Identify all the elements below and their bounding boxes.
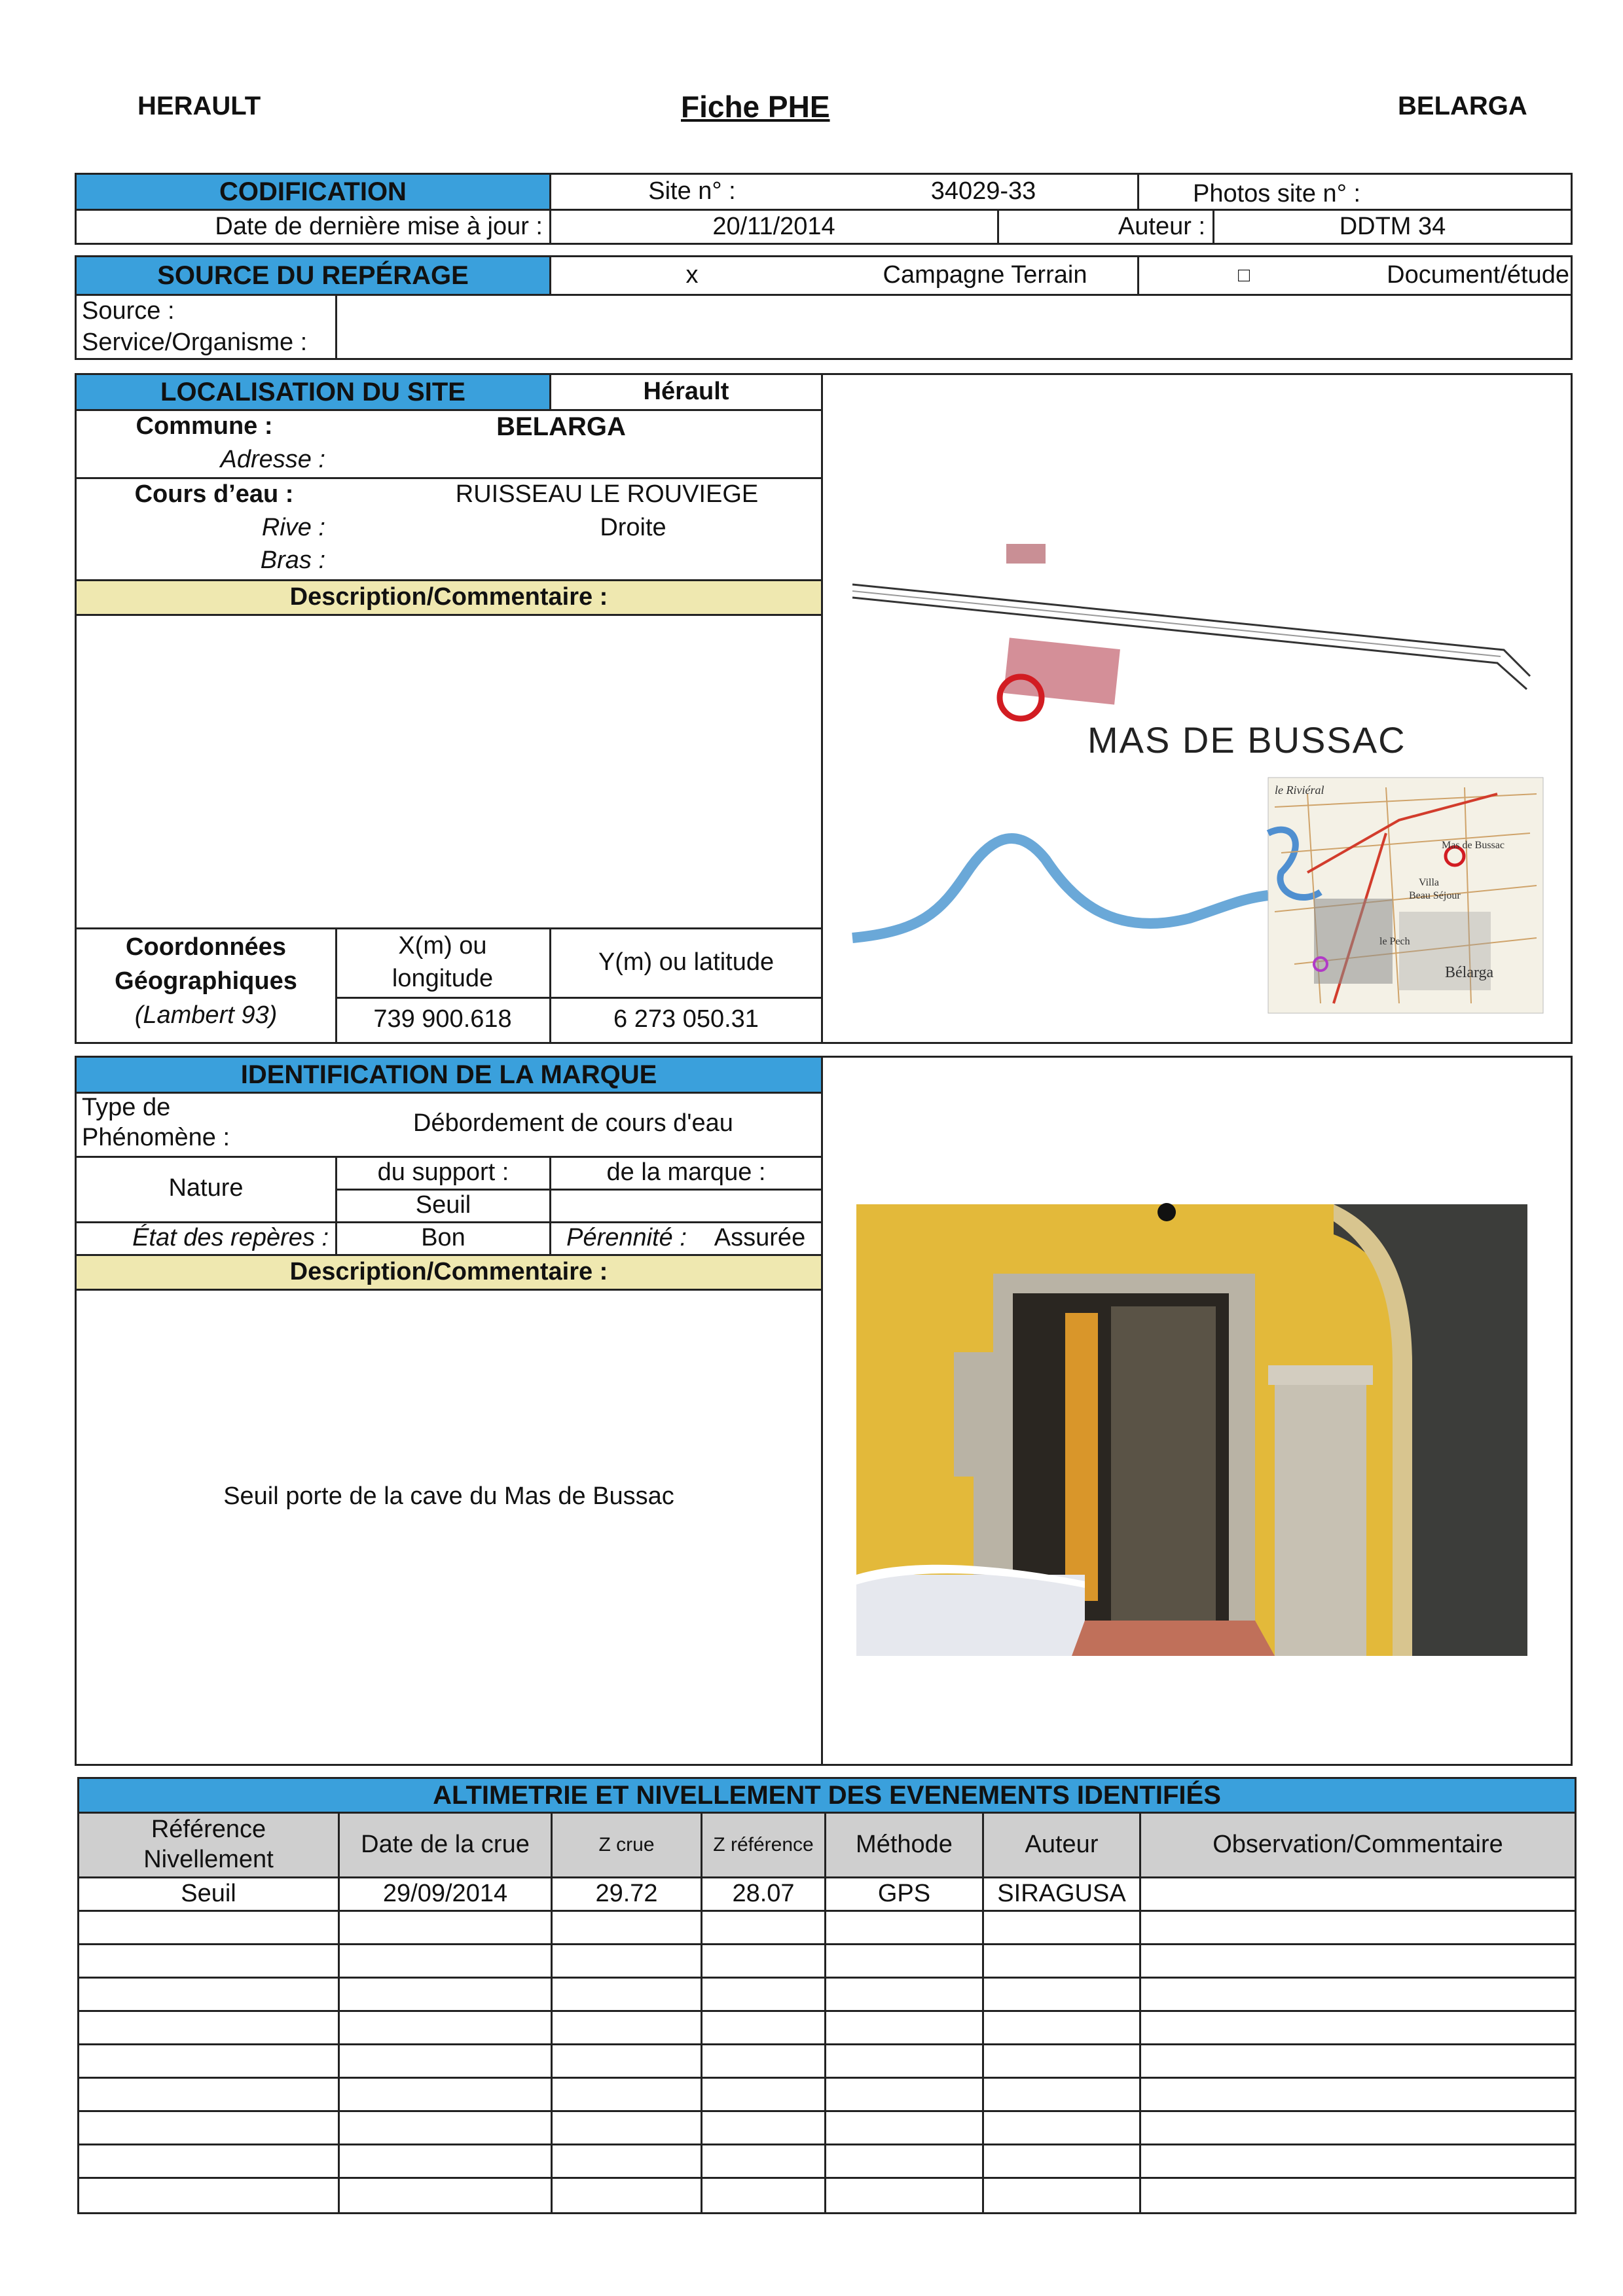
marque-label: de la marque : [606,1158,766,1187]
cell-z-crue: 29.72 [595,1880,658,1908]
terrain-label: Campagne Terrain [883,261,1087,289]
auteur-value: DDTM 34 [1339,213,1446,241]
x-header-2: longitude [392,965,494,993]
document-checkbox[interactable]: □ [1237,264,1250,286]
auteur-label: Auteur : [1118,213,1205,241]
codification-title: CODIFICATION [77,175,549,209]
coord-label-2: Géographiques [115,967,297,996]
etat-value: Bon [421,1224,465,1252]
localisation-section [75,373,823,1044]
svg-text:le Riviéral: le Riviéral [1275,783,1324,797]
identification-section [75,1056,823,1766]
building-shape [1006,544,1046,564]
location-map [823,375,1571,1042]
svg-text:Bélarga: Bélarga [1445,964,1494,981]
source-section [75,255,1573,360]
building-shape [1004,637,1120,704]
support-label: du support : [377,1158,509,1187]
cell-date: 29/09/2014 [382,1880,508,1908]
identification-desc-value: Seuil porte de la cave du Mas de Bussac [223,1482,674,1511]
coord-label-1: Coordonnées [126,933,286,961]
inset-map [1268,778,1543,1013]
rive-value: Droite [600,514,666,542]
x-value: 739 900.618 [373,1005,512,1033]
site-label: Site n° : [648,177,736,206]
svg-text:Villa: Villa [1419,877,1440,888]
photo-panel [821,1056,1573,1766]
col-header-methode: Méthode [826,1814,982,1876]
date-label: Date de dernière mise à jour : [215,213,543,241]
col-header-reference: Référence Nivellement [79,1814,338,1876]
rive-label: Rive : [261,514,325,542]
cell-auteur: SIRAGUSA [997,1880,1126,1908]
etat-label: État des repères : [132,1224,329,1252]
river-shape [852,838,1268,938]
header-commune: BELARGA [1398,92,1527,120]
source-title: SOURCE DU REPÉRAGE [77,257,549,294]
type-label-2: Phénomène : [82,1124,230,1152]
bras-label: Bras : [260,547,325,575]
col-header-auteur: Auteur [984,1814,1139,1876]
cours-value: RUISSEAU LE ROUVIEGE [455,480,759,509]
support-value: Seuil [415,1191,471,1219]
service-label: Service/Organisme : [82,329,308,357]
site-photo [823,1058,1571,1764]
commune-label: Commune : [136,412,273,440]
codification-section [75,173,1573,245]
x-header-1: X(m) ou [398,932,487,960]
svg-text:Mas de Bussac: Mas de Bussac [1442,840,1504,851]
type-label-1: Type de [82,1094,171,1122]
col-header-z-reference: Z référence [702,1814,824,1876]
cell-observation [1141,1878,1575,1910]
commune-value: BELARGA [496,412,626,441]
date-value: 20/11/2014 [712,213,835,241]
identification-title: IDENTIFICATION DE LA MARQUE [77,1058,821,1092]
y-header: Y(m) ou latitude [598,948,775,977]
page-title: Fiche PHE [681,90,830,124]
y-value: 6 273 050.31 [613,1005,759,1033]
photos-label: Photos site n° : [1193,180,1360,208]
localisation-title: LOCALISATION DU SITE [77,375,549,409]
nature-label: Nature [168,1174,244,1202]
cell-reference: Seuil [181,1880,236,1908]
svg-text:Beau Séjour: Beau Séjour [1409,890,1461,901]
coord-label-3: (Lambert 93) [134,1001,278,1030]
cell-methode: GPS [877,1880,931,1908]
type-value: Débordement de cours d'eau [413,1109,733,1138]
perennite-value: Assurée [714,1224,806,1252]
header-department: HERAULT [137,92,261,120]
altimetrie-title: ALTIMETRIE ET NIVELLEMENT DES EVENEMENTS IDENTIFIÉS [79,1779,1575,1812]
adresse-label: Adresse : [220,446,325,474]
map-panel [821,373,1573,1044]
site-value: 34029-33 [930,177,1036,206]
col-header-z-crue: Z crue [553,1814,701,1876]
map-place-label: MAS DE BUSSAC [1087,719,1406,761]
terrain-checkbox[interactable]: x [685,261,699,289]
cours-label: Cours d’eau : [134,480,294,509]
cell-z-reference: 28.07 [732,1880,795,1908]
source-label: Source : [82,297,175,325]
svg-text:le Pech: le Pech [1379,936,1410,947]
altimetrie-section [77,1777,1577,2214]
document-label: Document/étude [1387,261,1569,289]
identification-desc-label: Description/Commentaire : [77,1256,821,1289]
col-header-observation: Observation/Commentaire [1141,1814,1575,1876]
localisation-desc-label: Description/Commentaire : [77,581,821,614]
departement: Hérault [643,378,729,406]
col-header-date: Date de la crue [340,1814,551,1876]
perennite-label: Pérennité : [566,1224,687,1252]
